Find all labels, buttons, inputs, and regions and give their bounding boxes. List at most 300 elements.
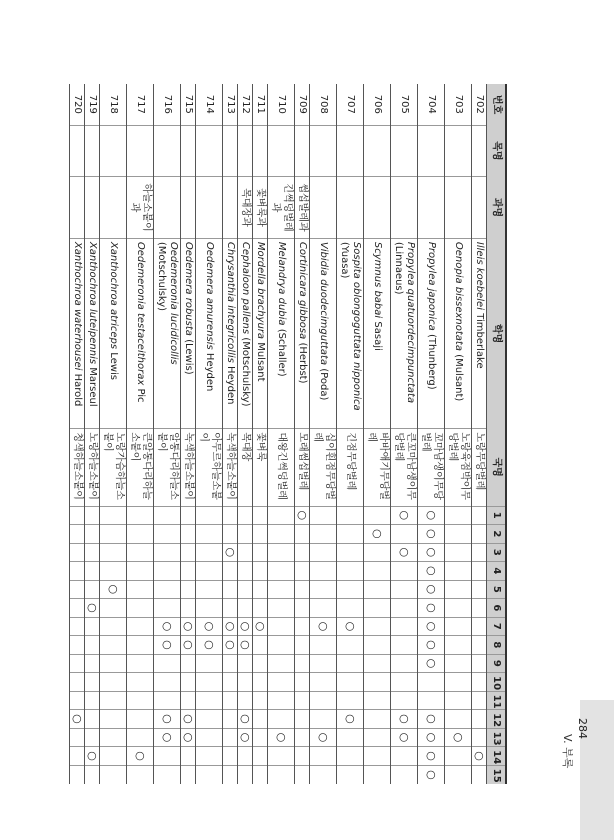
empty-cell (154, 543, 181, 562)
table-row (223, 84, 238, 784)
row-scientific-name (223, 238, 238, 428)
row-korean-name: 꼬마남생이무당벌레 (418, 429, 445, 506)
empty-cell (238, 765, 253, 784)
empty-cell (253, 728, 268, 747)
empty-cell (70, 747, 85, 766)
empty-cell (337, 765, 364, 784)
presence-mark: ○ (196, 636, 223, 655)
row-scientific-name (295, 238, 310, 428)
row-korean-name: 노랑무당벌레 (472, 429, 487, 506)
row-number: 706 (364, 84, 391, 125)
header-col-1: 1 (487, 506, 507, 525)
empty-cell (310, 525, 337, 544)
row-korean-name: 긴점무당벌레 (337, 429, 364, 506)
empty-cell (445, 562, 472, 581)
empty-cell (391, 747, 418, 766)
row-family: 썹섭발레과 (295, 177, 310, 239)
row-number: 717 (127, 84, 154, 125)
empty-cell (253, 543, 268, 562)
presence-mark: ○ (391, 710, 418, 729)
row-number: 719 (85, 84, 100, 125)
empty-cell (154, 525, 181, 544)
empty-cell (238, 506, 253, 525)
empty-cell (70, 543, 85, 562)
row-number: 712 (238, 84, 253, 125)
table-row (85, 84, 100, 784)
empty-cell (310, 710, 337, 729)
presence-mark: ○ (154, 710, 181, 729)
row-scientific-name (154, 238, 181, 428)
presence-mark: ○ (85, 599, 100, 618)
species-author: (Linnaeus) (393, 241, 404, 295)
empty-cell (100, 599, 127, 618)
empty-cell (268, 617, 295, 636)
empty-cell (310, 747, 337, 766)
empty-cell (364, 691, 391, 710)
empty-cell (295, 562, 310, 581)
row-family (391, 177, 418, 239)
row-order (472, 125, 487, 176)
row-scientific-name (337, 238, 364, 428)
row-number: 707 (337, 84, 364, 125)
empty-cell (268, 691, 295, 710)
empty-cell (238, 654, 253, 673)
row-scientific-name (238, 238, 253, 428)
row-family (154, 177, 181, 239)
table-row (196, 84, 223, 784)
presence-mark: ○ (391, 543, 418, 562)
table-row (418, 84, 445, 784)
empty-cell (391, 617, 418, 636)
row-scientific-name (418, 238, 445, 428)
empty-cell (127, 562, 154, 581)
empty-cell (472, 636, 487, 655)
empty-cell (310, 543, 337, 562)
empty-cell (181, 580, 196, 599)
empty-cell (364, 673, 391, 692)
empty-cell (337, 747, 364, 766)
empty-cell (268, 562, 295, 581)
empty-cell (445, 747, 472, 766)
row-order (85, 125, 100, 176)
empty-cell (337, 691, 364, 710)
table-row (391, 84, 418, 784)
species-author: Timberlake (474, 313, 485, 369)
empty-cell (70, 525, 85, 544)
row-scientific-name (391, 238, 418, 428)
presence-mark: ○ (418, 765, 445, 784)
presence-mark: ○ (127, 747, 154, 766)
empty-cell (253, 765, 268, 784)
presence-mark: ○ (181, 617, 196, 636)
empty-cell (223, 728, 238, 747)
presence-mark: ○ (418, 617, 445, 636)
table-row (100, 84, 127, 784)
empty-cell (238, 580, 253, 599)
presence-mark: ○ (181, 728, 196, 747)
row-order (310, 125, 337, 176)
row-korean-name: 모래썹섭벌레 (295, 429, 310, 506)
row-order (196, 125, 223, 176)
row-number: 709 (295, 84, 310, 125)
empty-cell (295, 580, 310, 599)
row-scientific-name (364, 238, 391, 428)
empty-cell (223, 710, 238, 729)
empty-cell (223, 691, 238, 710)
presence-mark: ○ (391, 506, 418, 525)
row-order (391, 125, 418, 176)
row-korean-name: 녹색하늘소붙이 (181, 429, 196, 506)
row-korean-name: 녹색하늘소붙이 (223, 429, 238, 506)
species-name: Cephaloon pallens (240, 241, 251, 335)
presence-mark: ○ (181, 710, 196, 729)
empty-cell (154, 747, 181, 766)
empty-cell (337, 543, 364, 562)
empty-cell (100, 562, 127, 581)
header-scientific-name: 학명 (487, 238, 507, 428)
empty-cell (127, 525, 154, 544)
row-number: 715 (181, 84, 196, 125)
empty-cell (310, 673, 337, 692)
empty-cell (391, 580, 418, 599)
species-name: Propylea quatuordecimpunctata (405, 241, 416, 404)
species-author: Sasaji (372, 321, 383, 351)
row-korean-name: 노랑하늘소붙이 (85, 429, 100, 506)
header-col-9: 9 (487, 654, 507, 673)
row-number: 711 (253, 84, 268, 125)
empty-cell (70, 654, 85, 673)
empty-cell (127, 580, 154, 599)
empty-cell (472, 506, 487, 525)
presence-mark: ○ (418, 710, 445, 729)
row-number: 704 (418, 84, 445, 125)
empty-cell (70, 599, 85, 618)
presence-mark: ○ (154, 617, 181, 636)
row-order (337, 125, 364, 176)
row-order (253, 125, 268, 176)
empty-cell (472, 728, 487, 747)
empty-cell (85, 562, 100, 581)
presence-mark: ○ (238, 617, 253, 636)
empty-cell (70, 617, 85, 636)
species-author: Lewis (108, 352, 119, 381)
empty-cell (85, 765, 100, 784)
empty-cell (223, 562, 238, 581)
empty-cell (181, 562, 196, 581)
empty-cell (70, 691, 85, 710)
species-author: Harold (72, 373, 83, 407)
empty-cell (154, 673, 181, 692)
row-family (100, 177, 127, 239)
species-author: (Thunberg) (426, 333, 437, 390)
empty-cell (391, 765, 418, 784)
presence-mark: ○ (181, 636, 196, 655)
empty-cell (70, 506, 85, 525)
empty-cell (295, 654, 310, 673)
empty-cell (85, 710, 100, 729)
presence-mark: ○ (223, 636, 238, 655)
empty-cell (364, 562, 391, 581)
empty-cell (268, 673, 295, 692)
presence-mark: ○ (295, 506, 310, 525)
empty-cell (85, 691, 100, 710)
row-korean-name: 꽃벼룩 (253, 429, 268, 506)
row-scientific-name (85, 238, 100, 428)
presence-mark: ○ (85, 747, 100, 766)
species-author: Heyden (204, 352, 215, 392)
empty-cell (391, 525, 418, 544)
presence-mark: ○ (154, 636, 181, 655)
row-family (418, 177, 445, 239)
presence-mark: ○ (418, 525, 445, 544)
empty-cell (310, 691, 337, 710)
presence-mark: ○ (310, 728, 337, 747)
row-family (85, 177, 100, 239)
empty-cell (295, 747, 310, 766)
empty-cell (181, 525, 196, 544)
empty-cell (445, 673, 472, 692)
header-col-4: 4 (487, 562, 507, 581)
empty-cell (100, 506, 127, 525)
header-order: 목명 (487, 125, 507, 176)
empty-cell (295, 617, 310, 636)
empty-cell (268, 765, 295, 784)
row-number: 716 (154, 84, 181, 125)
table-row (181, 84, 196, 784)
row-order (223, 125, 238, 176)
row-scientific-name (268, 238, 295, 428)
empty-cell (100, 654, 127, 673)
table-row (253, 84, 268, 784)
empty-cell (100, 691, 127, 710)
empty-cell (295, 636, 310, 655)
species-name: Oenopia bissexnotata (453, 241, 464, 351)
empty-cell (337, 599, 364, 618)
empty-cell (223, 506, 238, 525)
header-number: 번호 (487, 84, 507, 125)
empty-cell (223, 747, 238, 766)
empty-cell (127, 636, 154, 655)
empty-cell (253, 710, 268, 729)
empty-cell (364, 617, 391, 636)
empty-cell (253, 525, 268, 544)
empty-cell (472, 580, 487, 599)
empty-cell (127, 506, 154, 525)
header-col-6: 6 (487, 599, 507, 618)
table-body (70, 84, 487, 784)
empty-cell (70, 580, 85, 599)
empty-cell (238, 543, 253, 562)
empty-cell (154, 506, 181, 525)
row-order (295, 125, 310, 176)
empty-cell (253, 506, 268, 525)
header-col-15: 15 (487, 765, 507, 784)
species-author: (Motschulsky) (240, 337, 251, 407)
row-order (418, 125, 445, 176)
empty-cell (70, 765, 85, 784)
row-scientific-name (445, 238, 472, 428)
species-name: Oedemeronia lucidicollis (168, 241, 179, 365)
empty-cell (181, 599, 196, 618)
header-col-13: 13 (487, 728, 507, 747)
empty-cell (100, 636, 127, 655)
empty-cell (127, 654, 154, 673)
empty-cell (337, 673, 364, 692)
presence-mark: ○ (100, 580, 127, 599)
species-author: Marseul (87, 367, 98, 407)
empty-cell (85, 525, 100, 544)
empty-cell (127, 543, 154, 562)
empty-cell (472, 691, 487, 710)
empty-cell (295, 710, 310, 729)
species-name: Xanthochroa luteipennis (87, 241, 98, 365)
species-name: Chrysanthia integricollis (225, 241, 236, 363)
empty-cell (253, 580, 268, 599)
table-row (127, 84, 154, 784)
empty-cell (445, 617, 472, 636)
species-name: Sospita oblongoguttata nipponica (351, 241, 362, 411)
empty-cell (181, 506, 196, 525)
species-author: Heyden (225, 366, 236, 405)
empty-cell (223, 525, 238, 544)
empty-cell (85, 654, 100, 673)
presence-mark: ○ (238, 636, 253, 655)
empty-cell (154, 654, 181, 673)
empty-cell (364, 543, 391, 562)
empty-cell (295, 599, 310, 618)
row-family: 꽃벼룩과 (253, 177, 268, 239)
presence-mark: ○ (418, 562, 445, 581)
row-order (127, 125, 154, 176)
row-korean-name: 아무르하늘소붙이 (196, 429, 223, 506)
empty-cell (127, 599, 154, 618)
empty-cell (445, 580, 472, 599)
page-number: 284 (576, 718, 589, 739)
presence-mark: ○ (418, 728, 445, 747)
empty-cell (238, 599, 253, 618)
empty-cell (268, 599, 295, 618)
species-name: Xanthochroa waterhousei (72, 241, 83, 371)
empty-cell (223, 580, 238, 599)
presence-mark: ○ (418, 636, 445, 655)
empty-cell (238, 562, 253, 581)
empty-cell (364, 580, 391, 599)
empty-cell (196, 580, 223, 599)
row-order (70, 125, 85, 176)
empty-cell (253, 562, 268, 581)
row-family (337, 177, 364, 239)
empty-cell (337, 506, 364, 525)
presence-mark: ○ (223, 543, 238, 562)
empty-cell (127, 691, 154, 710)
empty-cell (472, 543, 487, 562)
empty-cell (100, 747, 127, 766)
empty-cell (127, 765, 154, 784)
row-family: 긴썩덩벌레과 (268, 177, 295, 239)
species-name: Cortinicara gibbosa (297, 241, 308, 340)
empty-cell (472, 562, 487, 581)
empty-cell (295, 728, 310, 747)
empty-cell (196, 525, 223, 544)
empty-cell (364, 506, 391, 525)
empty-cell (100, 728, 127, 747)
empty-cell (310, 636, 337, 655)
row-family (472, 177, 487, 239)
empty-cell (364, 654, 391, 673)
empty-cell (253, 599, 268, 618)
species-table (69, 84, 507, 784)
row-family (70, 177, 85, 239)
row-number: 702 (472, 84, 487, 125)
empty-cell (196, 710, 223, 729)
empty-cell (364, 710, 391, 729)
empty-cell (85, 636, 100, 655)
header-col-11: 11 (487, 691, 507, 710)
row-number: 710 (268, 84, 295, 125)
row-family (364, 177, 391, 239)
empty-cell (100, 765, 127, 784)
row-family: 하늘소붙이과 (127, 177, 154, 239)
empty-cell (337, 562, 364, 581)
empty-cell (445, 765, 472, 784)
row-number: 718 (100, 84, 127, 125)
empty-cell (196, 654, 223, 673)
presence-mark: ○ (223, 617, 238, 636)
empty-cell (100, 673, 127, 692)
empty-cell (100, 525, 127, 544)
empty-cell (391, 562, 418, 581)
empty-cell (196, 765, 223, 784)
empty-cell (154, 599, 181, 618)
presence-mark: ○ (154, 728, 181, 747)
empty-cell (445, 599, 472, 618)
species-name: Oedemera amurensis (204, 241, 215, 350)
table-row (445, 84, 472, 784)
row-number: 705 (391, 84, 418, 125)
row-korean-name: 대왕긴썩덩벌레 (268, 429, 295, 506)
table-row (154, 84, 181, 784)
species-name: Propylea japonica (426, 241, 437, 331)
empty-cell (181, 747, 196, 766)
empty-cell (253, 691, 268, 710)
empty-cell (70, 636, 85, 655)
empty-cell (238, 673, 253, 692)
empty-cell (70, 673, 85, 692)
table-row (268, 84, 295, 784)
empty-cell (310, 562, 337, 581)
species-author: (Schaller) (276, 328, 287, 377)
empty-cell (337, 654, 364, 673)
presence-mark: ○ (253, 617, 268, 636)
empty-cell (391, 691, 418, 710)
empty-cell (472, 525, 487, 544)
empty-cell (295, 765, 310, 784)
species-name: Scymnus babai (372, 241, 383, 319)
table-row (70, 84, 85, 784)
row-korean-name: 십이흰점무당벌레 (310, 429, 337, 506)
row-scientific-name (472, 238, 487, 428)
empty-cell (337, 580, 364, 599)
table-row (472, 84, 487, 784)
empty-cell (268, 580, 295, 599)
empty-cell (295, 525, 310, 544)
empty-cell (253, 636, 268, 655)
presence-mark: ○ (418, 506, 445, 525)
species-name: Mordella brachyura (255, 241, 266, 340)
empty-cell (445, 525, 472, 544)
empty-cell (127, 710, 154, 729)
empty-cell (70, 562, 85, 581)
